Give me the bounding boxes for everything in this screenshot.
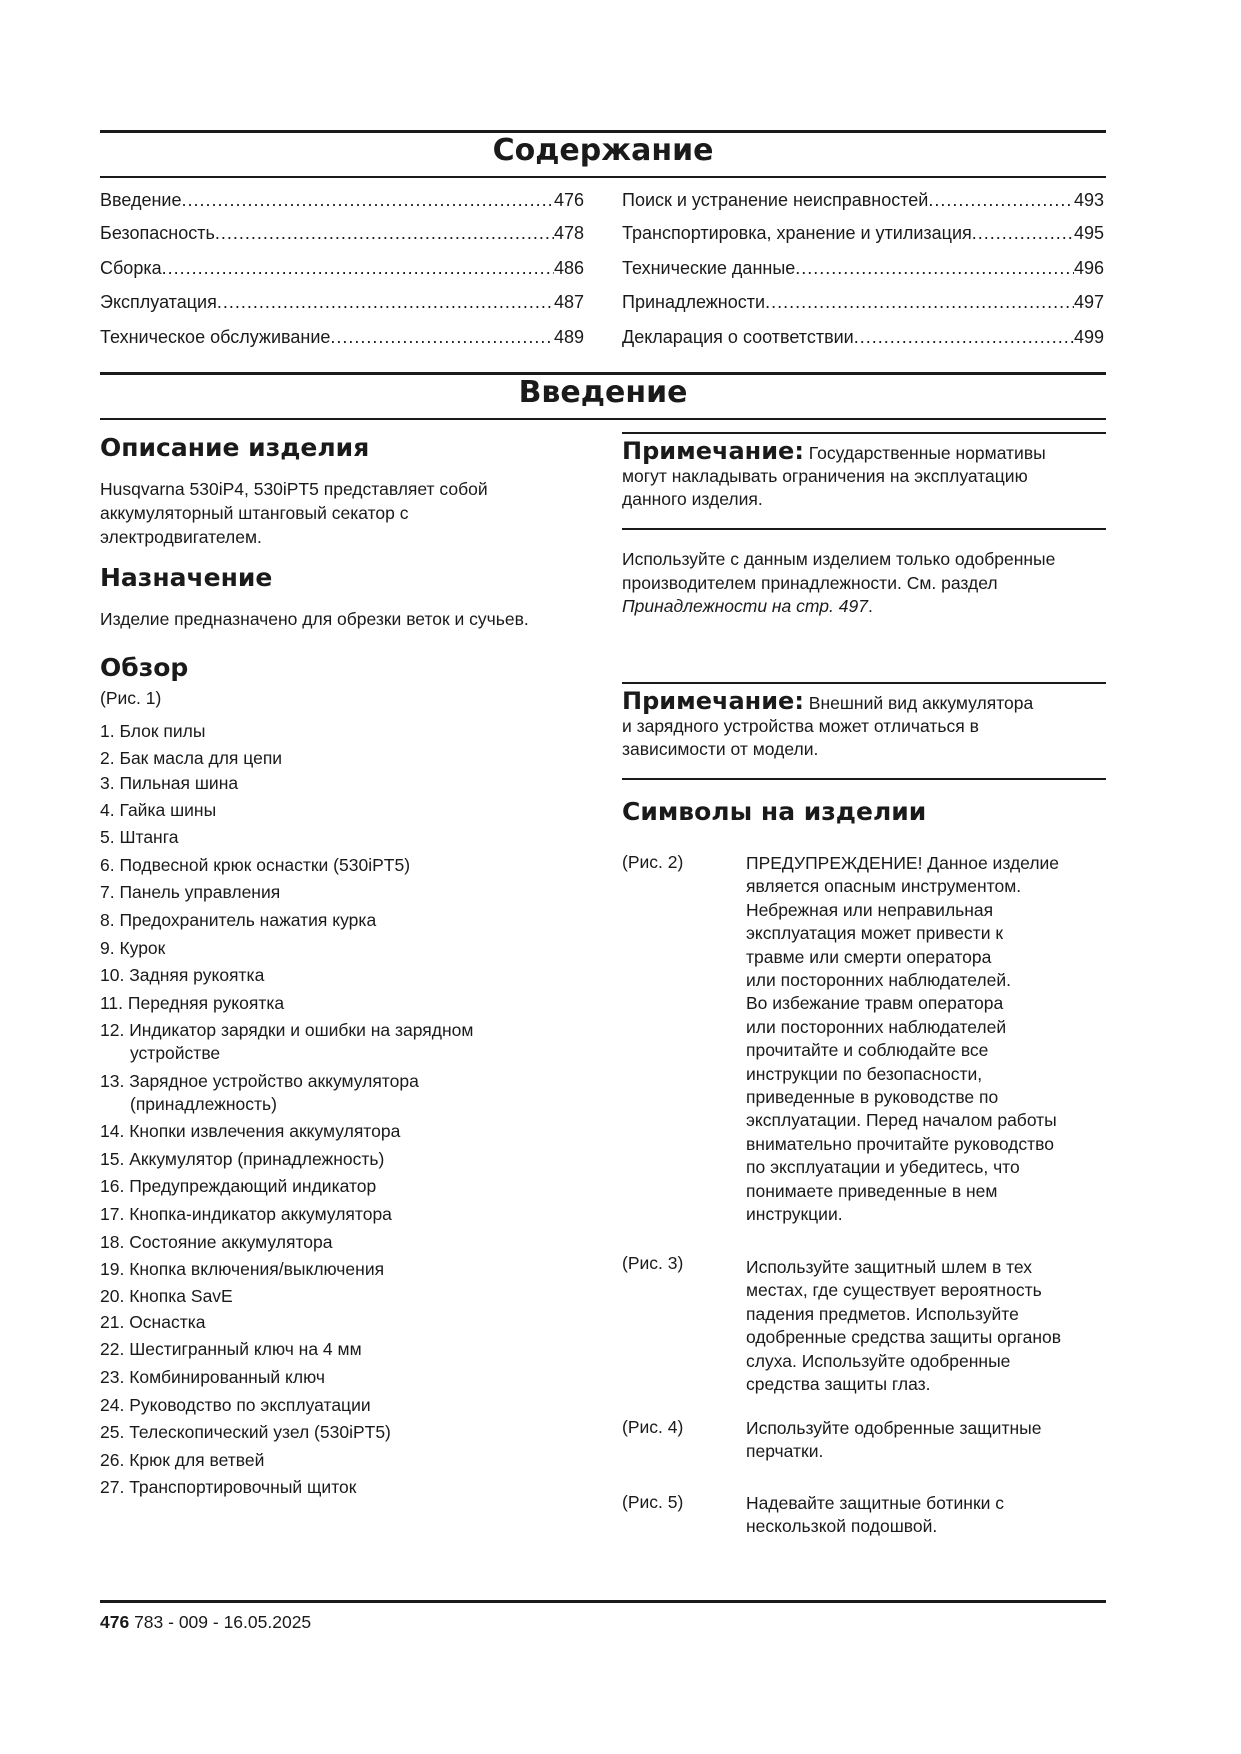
- toc-entry[interactable]: Введение ..... 476: [100, 190, 584, 211]
- symbol-fig-ref: (Рис. 2): [622, 852, 684, 872]
- toc-entry[interactable]: Безопасность ..... 478: [100, 223, 584, 244]
- list-item: 17. Кнопка-индикатор аккумулятора: [100, 1204, 392, 1224]
- symbol-description: ПРЕДУПРЕЖДЕНИЕ! Данное изделие является опасным инструментом. Небрежная или неправильная эксплуатация может привести к травме или смерти оператора или посторонних наблюдателей. Во избежание травм оператора или посторонних наблюдателей прочитайте и соблюдайте все инструкции по безопасности, приведенные в руководстве по эксплуатации. Перед началом работы внимательно прочитайте руководство по эксплуатации и убедитесь, что понимаете приведенные в нем инструкции.: [746, 853, 1060, 1225]
- note1-top-rule: [622, 432, 1106, 434]
- symbol-description: Используйте одобренные защитные перчатки.: [746, 1418, 1042, 1462]
- overview-heading: Обзор: [100, 653, 189, 682]
- list-item: 1. Блок пилы: [100, 721, 206, 741]
- accessories-text: Используйте с данным изделием только одобренные производителем принадлежности. См. раздел Принадлежности на стр. 497.: [622, 549, 1056, 616]
- toc-title-rule: [100, 176, 1106, 178]
- list-item: 26. Крюк для ветвей: [100, 1450, 265, 1470]
- note2: Примечание: Внешний вид аккумулятора и зарядного устройства может отличаться в зависимости от модели.: [622, 687, 1034, 759]
- list-item: 7. Панель управления: [100, 882, 281, 902]
- toc-entry[interactable]: Сборка ..... 486: [100, 258, 584, 279]
- list-item: 3. Пильная шина: [100, 773, 239, 793]
- purpose-text: Изделие предназначено для обрезки веток и сучьев.: [100, 609, 529, 629]
- page-number: 476: [100, 1612, 130, 1632]
- list-item: 20. Кнопка SavE: [100, 1286, 233, 1306]
- footer-rule: [100, 1600, 1106, 1603]
- list-item: 5. Штанга: [100, 827, 179, 847]
- list-item: 16. Предупреждающий индикатор: [100, 1176, 377, 1196]
- purpose-heading: Назначение: [100, 563, 273, 592]
- list-item: 15. Аккумулятор (принадлежность): [100, 1149, 385, 1169]
- description-heading: Описание изделия: [100, 433, 370, 462]
- note2-top-rule: [622, 682, 1106, 684]
- list-item: 6. Подвесной крюк оснастки (530iPT5): [100, 855, 411, 875]
- list-item: 13. Зарядное устройство аккумулятора: [100, 1071, 419, 1091]
- toc-entry[interactable]: Транспортировка, хранение и утилизация ..... 495: [622, 223, 1104, 244]
- list-item: 8. Предохранитель нажатия курка: [100, 910, 377, 930]
- note1-label: Примечание:: [622, 437, 804, 465]
- symbol-fig-ref: (Рис. 3): [622, 1253, 684, 1273]
- toc-entry[interactable]: Декларация о соответствии ..... 499: [622, 327, 1104, 348]
- list-item: 11. Передняя рукоятка: [100, 993, 285, 1013]
- list-item: 23. Комбинированный ключ: [100, 1367, 325, 1387]
- toc-title: Содержание: [492, 133, 714, 168]
- toc-entry[interactable]: Поиск и устранение неисправностей ..... 493: [622, 190, 1104, 211]
- toc-entry[interactable]: Эксплуатация ..... 487: [100, 292, 584, 313]
- intro-title: Введение: [518, 375, 688, 410]
- symbol-fig-ref: (Рис. 5): [622, 1492, 684, 1512]
- symbols-heading: Символы на изделии: [622, 797, 927, 826]
- list-item: 21. Оснастка: [100, 1312, 206, 1332]
- note1: Примечание: Государственные нормативы могут накладывать ограничения на эксплуатацию данного изделия.: [622, 437, 1046, 509]
- list-item: 18. Состояние аккумулятора: [100, 1232, 333, 1252]
- toc-entry[interactable]: Технические данные ..... 496: [622, 258, 1104, 279]
- list-item: 4. Гайка шины: [100, 800, 217, 820]
- symbol-description: Надевайте защитные ботинки с нескользкой подошвой.: [746, 1493, 1004, 1537]
- toc-entry[interactable]: Техническое обслуживание ..... 489: [100, 327, 584, 348]
- overview-list: [100, 720, 580, 1500]
- list-item: 14. Кнопки извлечения аккумулятора: [100, 1121, 401, 1141]
- list-item: 2. Бак масла для цепи: [100, 748, 283, 768]
- list-item: 12. Индикатор зарядки и ошибки на зарядном: [100, 1020, 474, 1040]
- list-item: 19. Кнопка включения/выключения: [100, 1259, 385, 1279]
- list-item: 27. Транспортировочный щиток: [100, 1477, 357, 1497]
- note2-label: Примечание:: [622, 687, 804, 715]
- footer: [100, 1612, 311, 1633]
- intro-title-rule: [100, 418, 1106, 420]
- list-item: 10. Задняя рукоятка: [100, 965, 265, 985]
- overview-fig-ref: (Рис. 1): [100, 688, 162, 708]
- accessories-link[interactable]: Принадлежности на стр. 497: [622, 596, 868, 616]
- list-item: устройстве: [130, 1043, 221, 1063]
- note1-bottom-rule: [622, 528, 1106, 530]
- symbol-fig-ref: (Рис. 4): [622, 1417, 684, 1437]
- toc-entry[interactable]: Принадлежности ..... 497: [622, 292, 1104, 313]
- doc-id: 783 - 009 - 16.05.2025: [134, 1612, 312, 1632]
- note2-bottom-rule: [622, 778, 1106, 780]
- list-item: 22. Шестигранный ключ на 4 мм: [100, 1339, 362, 1359]
- description-text: Husqvarna 530iP4, 530iPT5 представляет собой аккумуляторный штанговый секатор с электродвигателем.: [100, 479, 488, 547]
- list-item: 9. Курок: [100, 938, 166, 958]
- list-item: (принадлежность): [130, 1094, 277, 1114]
- symbol-description: Используйте защитный шлем в тех местах, где существует вероятность падения предметов. Используйте одобренные средства защиты органов слуха. Используйте одобренные средства защиты глаз.: [746, 1257, 1062, 1395]
- list-item: 24. Руководство по эксплуатации: [100, 1395, 371, 1415]
- list-item: 25. Телескопический узел (530iPT5): [100, 1422, 391, 1442]
